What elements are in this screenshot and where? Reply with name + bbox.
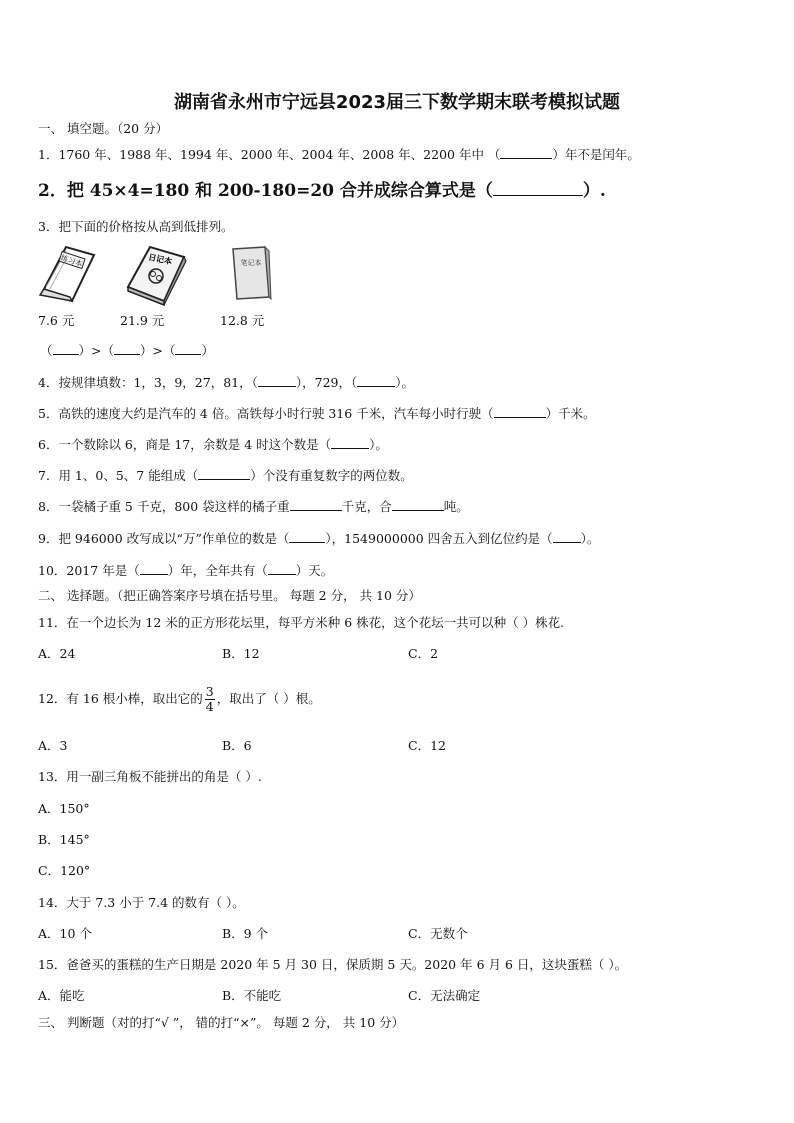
option-c[interactable]: C．2 — [408, 646, 439, 661]
option-b[interactable]: B．12 — [222, 646, 260, 661]
answer-blank[interactable] — [114, 343, 140, 355]
diary-image — [124, 243, 188, 307]
cover-label: 练习本 — [59, 253, 84, 269]
question-11: 11．在一个边长为 12 米的正方形花坛里，每平方米种 6 株花，这个花坛一共可以种（ ）株花. — [38, 615, 565, 630]
question-1: 1．1760 年、1988 年、1994 年、2000 年、2004 年、2008 年、2200 年中 （ ）年不是闰年。 — [38, 147, 640, 162]
cover-label: 日记本 — [147, 252, 173, 267]
price-order: （ ）>（ ）>（ ） — [40, 343, 214, 358]
answer-blank[interactable] — [500, 147, 552, 159]
page-title: 湖南省永州市宁远县2023届三下数学期末联考模拟试题 — [173, 92, 621, 113]
question-10: 10．2017 年是（ ）年，全年共有（ ）天。 — [38, 563, 334, 578]
answer-blank[interactable] — [289, 531, 325, 543]
question-15: 15．爸爸买的蛋糕的生产日期是 2020 年 5 月 30 日，保质期 5 天。2020 年 6 月 6 日，这块蛋糕（ ）。 — [38, 957, 628, 972]
section-heading-fill: 一、 填空题。（20 分） — [38, 121, 169, 136]
option-b[interactable]: B．9 个 — [222, 926, 269, 941]
question-3: 3．把下面的价格按从高到低排列。 — [38, 219, 234, 234]
option-c[interactable]: C．无数个 — [408, 926, 468, 941]
option-c[interactable]: C．无法确定 — [408, 988, 481, 1003]
price-label: 21.9 元 — [120, 313, 165, 328]
option-c[interactable]: C．120° — [38, 863, 91, 878]
answer-blank[interactable] — [140, 563, 168, 575]
option-a[interactable]: A．10 个 — [38, 926, 92, 941]
notebook-image — [229, 243, 273, 303]
question-2: 2．把 45×4=180 和 200-180=20 合并成综合算式是（ ）. — [38, 181, 606, 201]
answer-blank[interactable] — [268, 563, 296, 575]
section-heading-judge: 三、 判断题（对的打“√ ”， 错的打“×”。 每题 2 分， 共 10 分） — [38, 1015, 405, 1030]
option-a[interactable]: A．24 — [38, 646, 76, 661]
question-6: 6．一个数除以 6，商是 17，余数是 4 时这个数是（ ）。 — [38, 437, 388, 452]
question-13: 13．用一副三角板不能拼出的角是（ ）. — [38, 769, 262, 784]
question-9: 9．把 946000 改写成以“万”作单位的数是（ ），1549000000 四舍五入到亿位约是（ ）。 — [38, 531, 600, 546]
price-label: 12.8 元 — [220, 313, 265, 328]
answer-blank[interactable] — [198, 468, 250, 480]
cover-label: 笔记本 — [240, 259, 262, 267]
answer-blank[interactable] — [392, 499, 444, 511]
option-b[interactable]: B．145° — [38, 832, 90, 847]
answer-blank[interactable] — [258, 375, 296, 387]
answer-blank[interactable] — [357, 375, 395, 387]
question-8: 8．一袋橘子重 5 千克，800 袋这样的橘子重 千克，合 吨。 — [38, 499, 469, 514]
answer-blank[interactable] — [494, 406, 546, 418]
exercise-book-image — [36, 243, 98, 305]
option-a[interactable]: A．3 — [38, 738, 68, 753]
question-12: 12．有 16 根小棒，取出它的 $\frac{3}{4}$ ，取出了（ ）根。 — [38, 684, 321, 714]
option-b[interactable]: B．6 — [222, 738, 252, 753]
option-a[interactable]: A．150° — [38, 801, 90, 816]
option-c[interactable]: C．12 — [408, 738, 446, 753]
answer-blank[interactable] — [331, 437, 369, 449]
fraction: $\frac{3}{4}$ — [205, 684, 214, 714]
answer-blank[interactable] — [553, 531, 581, 543]
option-b[interactable]: B．不能吃 — [222, 988, 282, 1003]
answer-blank[interactable] — [493, 180, 583, 196]
answer-blank[interactable] — [290, 499, 342, 511]
option-a[interactable]: A．能吃 — [38, 988, 85, 1003]
question-5: 5．高铁的速度大约是汽车的 4 倍。高铁每小时行驶 316 千米，汽车每小时行驶（ ）千米。 — [38, 406, 596, 421]
section-heading-choice: 二、 选择题。（把正确答案序号填在括号里。 每题 2 分， 共 10 分） — [38, 588, 421, 603]
price-label: 7.6 元 — [38, 313, 75, 328]
question-14: 14．大于 7.3 小于 7.4 的数有（ ）。 — [38, 895, 245, 910]
question-7: 7．用 1、0、5、7 能组成（ ）个没有重复数字的两位数。 — [38, 468, 413, 483]
answer-blank[interactable] — [175, 343, 201, 355]
question-4: 4．按规律填数：1，3，9，27，81，（ ），729，（ ）。 — [38, 375, 414, 390]
answer-blank[interactable] — [53, 343, 79, 355]
